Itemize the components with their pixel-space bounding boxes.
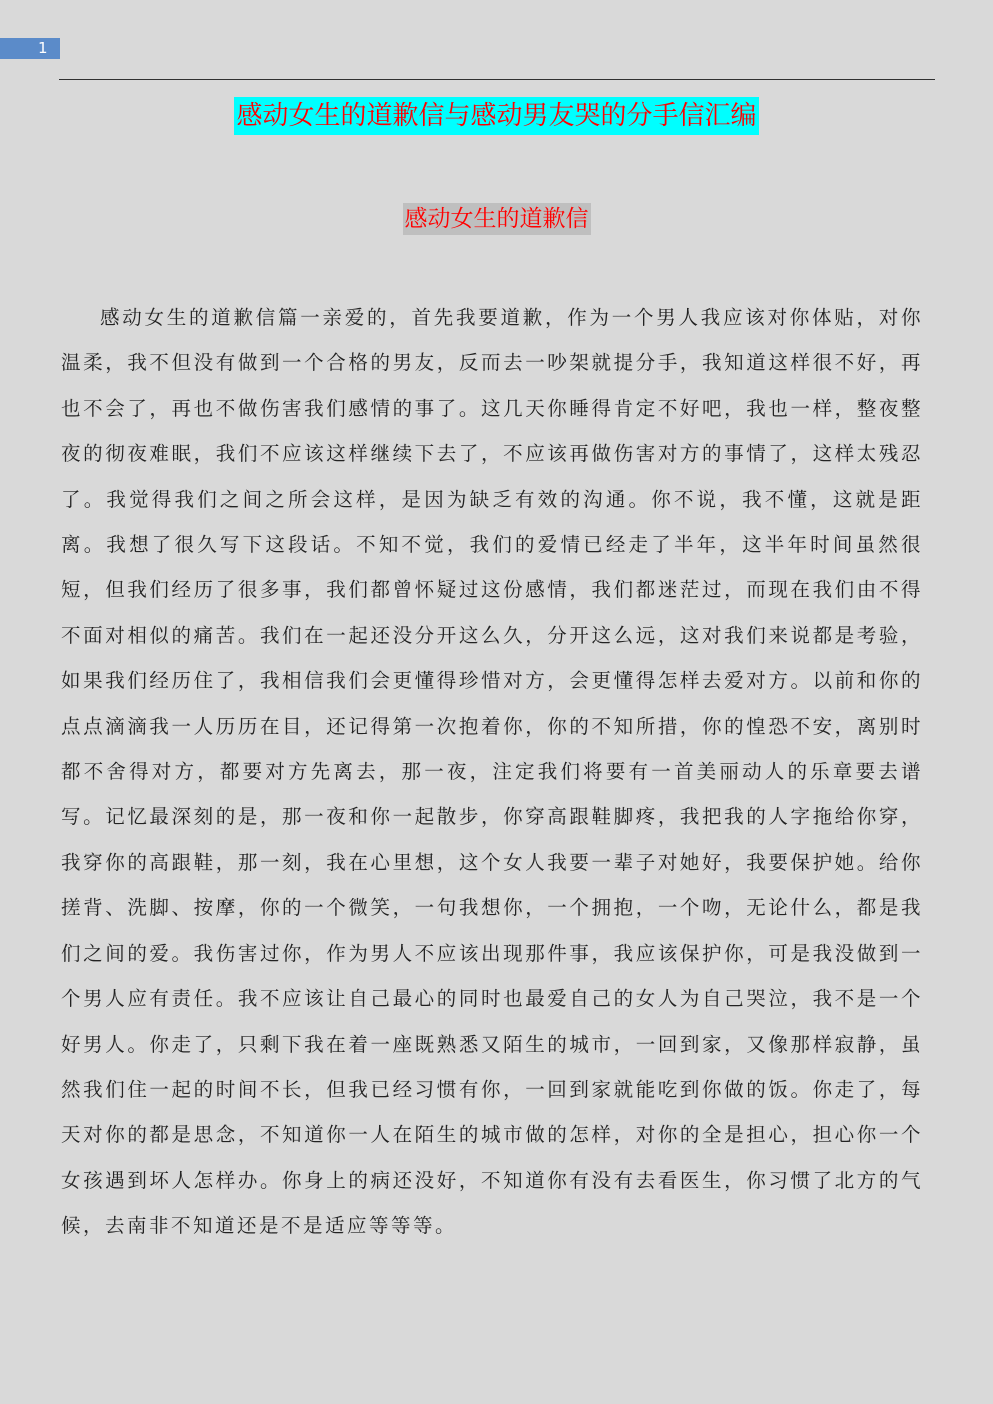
- main-title: 感动女生的道歉信与感动男友哭的分手信汇编: [234, 97, 758, 135]
- header-rule: [59, 79, 935, 80]
- section-title-container: [0, 203, 993, 235]
- page-number-badge: 1: [0, 38, 60, 59]
- main-title-container: [0, 97, 993, 135]
- body-paragraph: 感动女生的道歉信篇一亲爱的，首先我要道歉，作为一个男人我应该对你体贴，对你温柔，我不但没有做到一个合格的男友，反而去一吵架就提分手，我知道这样很不好，再也不会了，再也不做伤害我们感情的事了。这几天你睡得肯定不好吧，我也一样，整夜整夜的彻夜难眠，我们不应该这样继续下去了，不应该再做伤害对方的事情了，这样太残忍了。我觉得我们之间之所会这样，是因为缺乏有效的沟通。你不说，我不懂，这就是距离。我想了很久写下这段话。不知不觉，我们的爱情已经走了半年，这半年时间虽然很短，但我们经历了很多事，我们都曾怀疑过这份感情，我们都迷茫过，而现在我们由不得不面对相似的痛苦。我们在一起还没分开这么久，分开这么远，这对我们来说都是考验，如果我们经历住了，我相信我们会更懂得珍惜对方，会更懂得怎样去爱对方。以前和你的点点滴滴我一人历历在目，还记得第一次抱着你，你的不知所措，你的惶恐不安，离别时都不舍得对方，都要对方先离去，那一夜，注定我们将要有一首美丽动人的乐章要去谱写。记忆最深刻的是，那一夜和你一起散步，你穿高跟鞋脚疼，我把我的人字拖给你穿，我穿你的高跟鞋，那一刻，我在心里想，这个女人我要一辈子对她好，我要保护她。给你搓背、洗脚、按摩，你的一个微笑，一句我想你，一个拥抱，一个吻，无论什么，都是我们之间的爱。我伤害过你，作为男人不应该出现那件事，我应该保护你，可是我没做到一个男人应有责任。我不应该让自己最心的同时也最爱自己的女人为自己哭泣，我不是一个好男人。你走了，只剩下我在着一座既熟悉又陌生的城市，一回到家，又像那样寂静，虽然我们住一起的时间不长，但我已经习惯有你，一回到家就能吃到你做的饭。你走了，每天对你的都是思念，不知道你一人在陌生的城市做的怎样，对你的全是担心，担心你一个女孩遇到坏人怎样办。你身上的病还没好，不知道你有没有去看医生，你习惯了北方的气候，去南非不知道还是不是适应等等等。: [61, 306, 923, 1238]
- section-title: 感动女生的道歉信: [403, 203, 591, 235]
